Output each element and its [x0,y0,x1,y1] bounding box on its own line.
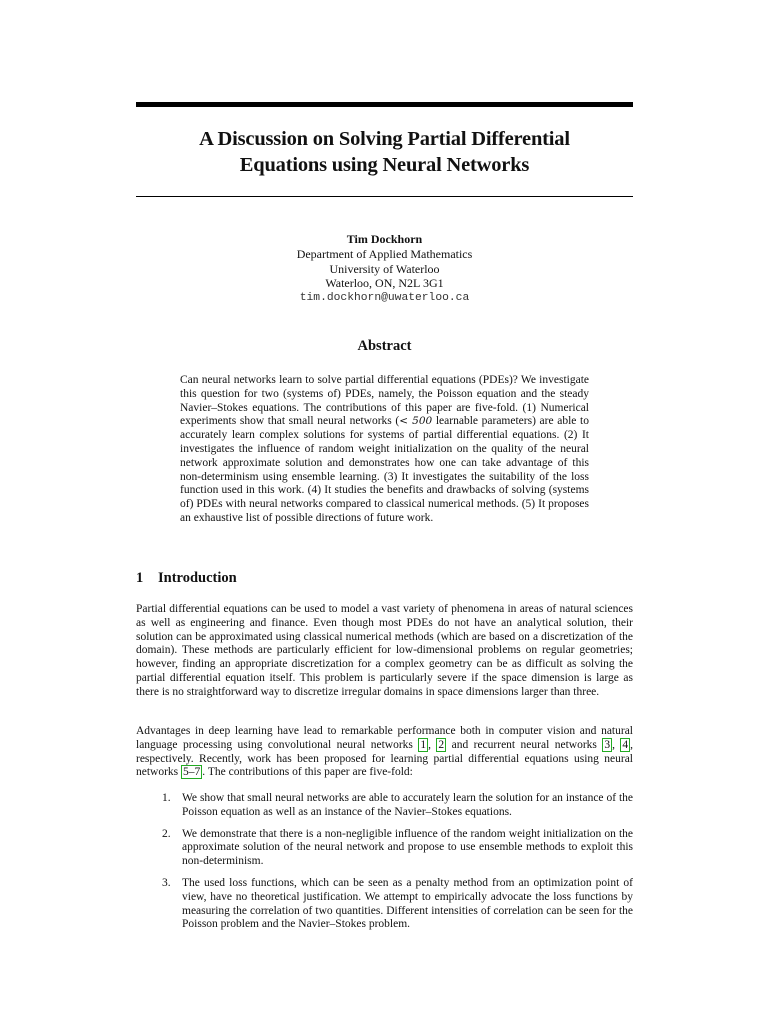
abstract-text-part-2: learnable parameters) are able to accurately learn complex solutions for systems of partial differential equations. (2) It investigates the influence of random weight initialization on the quality of the neural network approximate solution and demonstrates how one can take advantage of this non-determinism using ensemble learning. (3) It investigates the suitability of the loss function used in this work. (4) It studies the benefits and drawbacks of solving (systems of) PDEs with neural networks compared to classical numerical methods. (5) It proposes an exhaustive list of possible directions of future work. [180,415,589,524]
list-item-text: The used loss functions, which can be seen as a penalty method from an optimization point of view, have no theoretical justification. We attempt to empirically advocate the loss functions by measuring the correlation of two quantities. Different intensities of correlation can be seen for the Poisson problem and the Navier–Stokes problem. [182,876,633,931]
intro-paragraph-1: Partial differential equations can be used to model a vast variety of phenomena in areas of natural sciences as well as engineering and finance. Even though most PDEs do not have an analytical solution, their solution can be approximated using classical numerical methods (which are based on a discretization of the domain). These methods are particularly efficient for low-dimensional problems on regular geometries; however, finding an appropriate discretization for a complex geometry can be as difficult as solving the partial differential equation itself. This problem is particularly severe if the space dimension is large as there is no straightforward way to discretize irregular domains in space dimensions larger than three. [136,603,633,698]
list-item-marker: 2. [162,827,171,840]
list-item-text: We show that small neural networks are able to accurately learn the solution for an instance of the Poisson equation as well as an instance of the Navier–Stokes equations. [182,792,633,818]
intro-p2-text-3: , respectively. Recently, work has been proposed for learning partial differential equations using neural networks [136,738,634,779]
section-heading [136,570,237,587]
contributions-list [162,792,633,940]
citation-link-4[interactable]: 4 [622,738,629,751]
author-block [136,232,633,306]
author-address: Waterloo, ON, N2L 3G1 [325,276,444,291]
intro-p2-text-2: and recurrent neural networks [446,738,603,751]
citation-link-3[interactable]: 3 [604,738,611,751]
intro-p2-text-1: Advantages in deep learning have lead to remarkable performance both in computer vision and natural language processing using convolutional neural networks [136,725,633,751]
list-item-marker: 3. [162,876,171,889]
abstract-body [180,374,589,526]
paper-title [136,126,633,178]
list-item [162,877,633,932]
intro-p2-text-4: . The contributions of this paper are five-fold: [202,766,413,779]
citation-link-5-7[interactable]: 5–7 [183,766,201,779]
title-bottom-rule [136,196,633,197]
list-item [162,792,633,820]
paper-title-line-2: Equations using Neural Networks [239,154,530,176]
paper-title-line-1: A Discussion on Solving Partial Differential [199,128,570,150]
intro-paragraph-2: Advantages in deep learning have lead to remarkable performance both in computer vision and natural language processing using convolutional neural networks 1 , 2 and recurrent neural networks 3 , 4 , respectively. Recently, work has been proposed for learning partial differential equations using neural networks 5–7 . The contributions of this paper are five-fold: [136,725,634,779]
author-email[interactable]: tim.dockhorn@uwaterloo.ca [299,292,470,305]
citation-link-2[interactable]: 2 [438,738,445,751]
list-item [162,828,633,869]
section-title: Introduction [158,570,237,586]
section-number: 1 [136,570,144,586]
abstract-heading: Abstract [357,338,412,354]
citation-link-1[interactable]: 1 [420,738,427,751]
author-department: Department of Applied Mathematics [296,246,473,261]
title-top-rule [136,102,633,107]
list-item-marker: 1. [162,792,171,804]
list-item-text: We demonstrate that there is a non-negligible influence of the random weight initialization on the approximate solution of the neural network and propose to use ensemble methods to exploit this non-determinism. [182,827,633,868]
author-university: University of Waterloo [329,261,440,276]
abstract-inline-math: < 500 [399,415,433,428]
abstract-text-part-1: Can neural networks learn to solve partial differential equations (PDEs)? We investigate this question for two (systems of) PDEs, namely, the Poisson equation and the steady Navier–Stokes equations. The contributions of this paper are five-fold. (1) Numerical experiments show that small neural networks ( [180,374,589,428]
author-name: Tim Dockhorn [346,232,423,246]
